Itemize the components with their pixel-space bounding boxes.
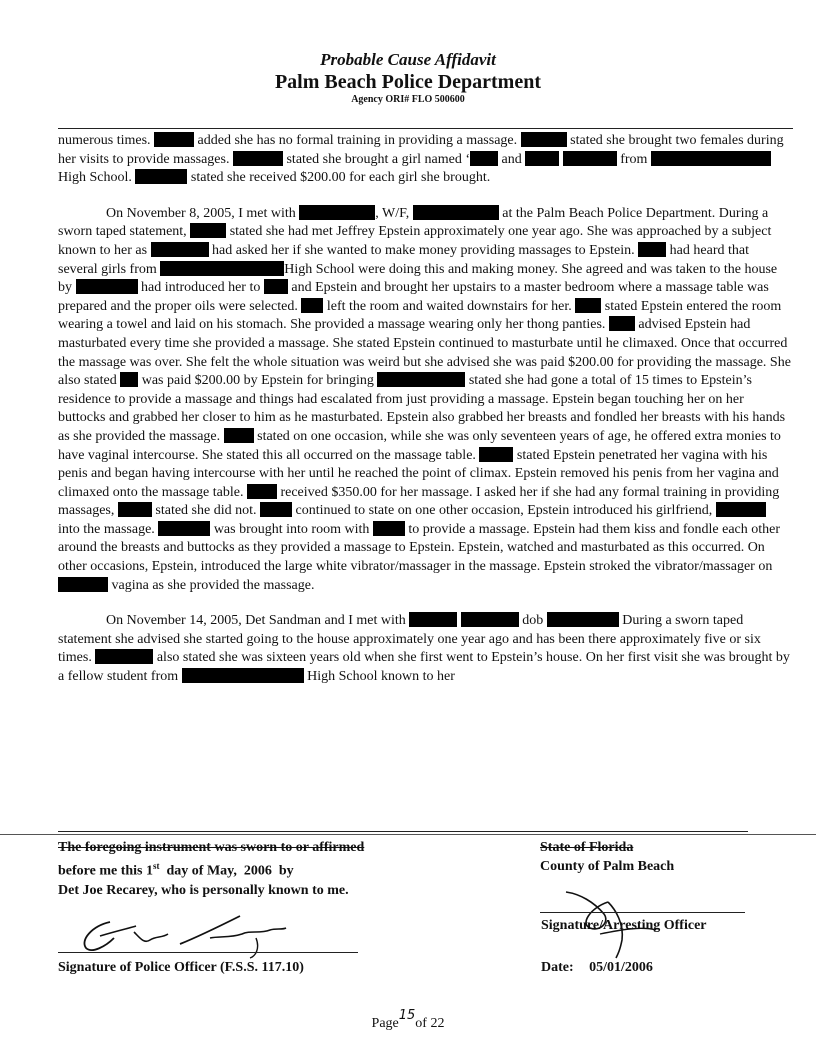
redaction-bar	[299, 205, 375, 220]
redaction-bar	[301, 298, 323, 313]
redaction-bar	[547, 612, 619, 627]
redaction-bar	[160, 261, 284, 276]
paragraph-3	[58, 612, 791, 686]
text-run: at the Palm Beach Police Department. During a sworn taped statement,	[58, 205, 769, 240]
redaction-bar	[264, 279, 288, 294]
agency-ori: Agency ORI# FLO 500600	[351, 94, 465, 105]
department-name: Palm Beach Police Department	[274, 71, 542, 93]
page-current: 15	[398, 1008, 416, 1023]
redaction-bar	[575, 298, 601, 313]
redaction-bar	[413, 205, 499, 220]
text-run: also stated she was sixteen years old when she first went to Epstein’s house. On her first visit she was brought by a fellow student from	[58, 650, 790, 685]
redaction-bar	[135, 169, 187, 184]
text-run: On November 14, 2005, Det Sandman and I met with	[106, 613, 406, 629]
text-run: was paid $200.00 by Epstein for bringing	[141, 373, 374, 389]
text-run: left the room and waited downstairs for her.	[326, 298, 572, 314]
page-label: Page	[371, 1016, 399, 1031]
redaction-bar	[151, 242, 209, 257]
arresting-signature-label: Signature/Arresting Officer	[541, 918, 707, 933]
paragraph-1	[58, 132, 791, 188]
text-run: from	[620, 151, 648, 167]
text-run: High School.	[58, 170, 132, 186]
redaction-bar	[373, 521, 405, 536]
footer-rule	[58, 831, 748, 832]
text-run: and	[501, 151, 522, 167]
redaction-bar	[716, 502, 766, 517]
sworn-date-text-b: day of May, 2006 by	[159, 863, 294, 879]
redaction-bar	[58, 577, 108, 592]
date-row	[541, 960, 653, 976]
redaction-bar	[154, 132, 194, 147]
redaction-bar	[461, 612, 519, 627]
text-run: High School were doing this and making money. She agreed and was taken to the house by	[58, 261, 778, 296]
sworn-line-1: The foregoing instrument was sworn to or affirmed	[58, 840, 365, 855]
text-run: stated she did not.	[155, 503, 257, 519]
arresting-signature-line	[540, 912, 745, 913]
redaction-bar	[470, 151, 498, 166]
officer-signature-label: Signature of Police Officer (F.S.S. 117.10)	[58, 960, 304, 975]
text-run: stated she received $200.00 for each girl she brought.	[190, 170, 491, 186]
jurisdiction	[540, 838, 674, 876]
header-rule	[58, 128, 793, 129]
text-run: advised Epstein had masturbated every time she provided a massage. She stated Epstein continued to masturbate until he climaxed. Once that occurred the massage was over. She felt the whole situation was weird but she advised she was paid $200.00 for providing the massage. She also stated	[58, 317, 791, 389]
text-run: During a sworn taped statement she advised she started going to the house approximately one year ago and has been there approximately five or six times.	[58, 613, 761, 666]
text-run: and Epstein and brought her upstairs to a master bedroom where a massage table was prepared and the proper oils were selected.	[58, 280, 769, 314]
text-run: was brought into room with	[213, 521, 370, 537]
text-run: stated Epstein penetrated her vagina with his penis and began having intercourse with her until he reached the point of climax. Epstein removed his penis from her vagina and climaxed onto the massage table.	[58, 447, 779, 500]
scan-rule	[0, 834, 816, 835]
text-run: had asked her if she wanted to make money providing massages to Epstein.	[212, 242, 635, 258]
date-value: 05/01/2006	[589, 960, 653, 975]
text-run: High School known to her	[307, 669, 455, 685]
sworn-statement	[58, 838, 364, 900]
county-label: County of Palm Beach	[540, 859, 675, 874]
redaction-bar	[118, 502, 152, 517]
officer-signature-line	[58, 952, 358, 953]
text-run: had introduced her to	[141, 280, 261, 296]
redaction-bar	[158, 521, 210, 536]
redaction-bar	[409, 612, 457, 627]
text-run: vagina as she provided the massage.	[111, 577, 315, 593]
sworn-date-suffix: st	[153, 861, 160, 871]
redaction-bar	[224, 428, 254, 443]
redaction-bar	[479, 447, 513, 462]
text-run: to provide a massage. Epstein had them kiss and fondle each other around the breasts and buttocks as they provided a massage to Epstein. Epstein, watched and masturbated as this occurred. On other occasions, Epstein, introduced the large white vibrator/massager in the massage. Epstein stroked the vibrator/massager on	[58, 521, 781, 575]
redaction-bar	[521, 132, 567, 147]
date-label: Date:	[541, 960, 574, 975]
redaction-bar	[182, 668, 304, 683]
redaction-bar	[76, 279, 138, 294]
redaction-bar	[609, 316, 635, 331]
text-run: On November 8, 2005, I met with	[106, 205, 296, 221]
redaction-bar	[247, 484, 277, 499]
text-run: into the massage.	[58, 521, 155, 537]
paragraph-2	[58, 205, 791, 595]
text-run: numerous times.	[58, 133, 151, 148]
redaction-bar	[651, 151, 771, 166]
text-run: stated she had met Jeffrey Epstein approximately one year ago. She was approached by a subject known to her as	[58, 224, 772, 258]
document-title: Probable Cause Affidavit	[320, 50, 496, 69]
page-total: of 22	[415, 1016, 445, 1031]
state-label: State of Florida	[540, 840, 634, 855]
sworn-date-text: before me this 1	[58, 863, 153, 879]
redaction-bar	[95, 649, 153, 664]
redaction-bar	[377, 372, 465, 387]
text-run: stated on one occasion, while she was only seventeen years of age, he offered extra monies to have vaginal intercourse. She stated this all occurred on the massage table.	[58, 428, 781, 463]
text-run: stated she brought a girl named ‘	[286, 151, 470, 167]
redaction-bar	[563, 151, 617, 166]
affidavit-body	[58, 132, 791, 704]
redaction-bar	[190, 223, 226, 238]
text-run: continued to state on one other occasion, Epstein introduced his girlfriend,	[295, 503, 713, 519]
redaction-bar	[638, 242, 666, 257]
sworn-line-3: Det Joe Recarey, who is personally known to me.	[58, 882, 349, 898]
text-run: had heard that several girls from	[58, 242, 749, 277]
affidavit-header	[0, 50, 816, 106]
text-run: received $350.00 for her massage. I asked her if she had any formal training in providing massages,	[58, 484, 780, 519]
redaction-bar	[120, 372, 138, 387]
text-run: stated Epstein entered the room wearing a towel and laid on his stomach. She provided a massage wearing only her thong panties.	[58, 298, 782, 333]
redaction-bar	[525, 151, 559, 166]
redaction-bar	[233, 151, 283, 166]
text-run: stated she had gone a total of 15 times to Epstein’s residence to provide a massage and things had escalated from just providing a massage. Epstein began touching her on her buttocks and grabbed her closer to him as he masturbated. Epstein also grabbed her breasts and fondled her breasts with his hands as she provided the massage.	[58, 373, 786, 444]
text-run: added she has no formal training in providing a massage.	[197, 133, 518, 148]
redaction-bar	[260, 502, 292, 517]
officer-signature	[70, 908, 300, 964]
text-run: , W/F,	[375, 205, 410, 221]
text-run: dob	[522, 613, 544, 629]
sworn-line-2	[58, 857, 364, 881]
text-run: stated she brought two females during her visits to provide massages.	[58, 133, 784, 167]
page-number	[0, 1008, 816, 1032]
